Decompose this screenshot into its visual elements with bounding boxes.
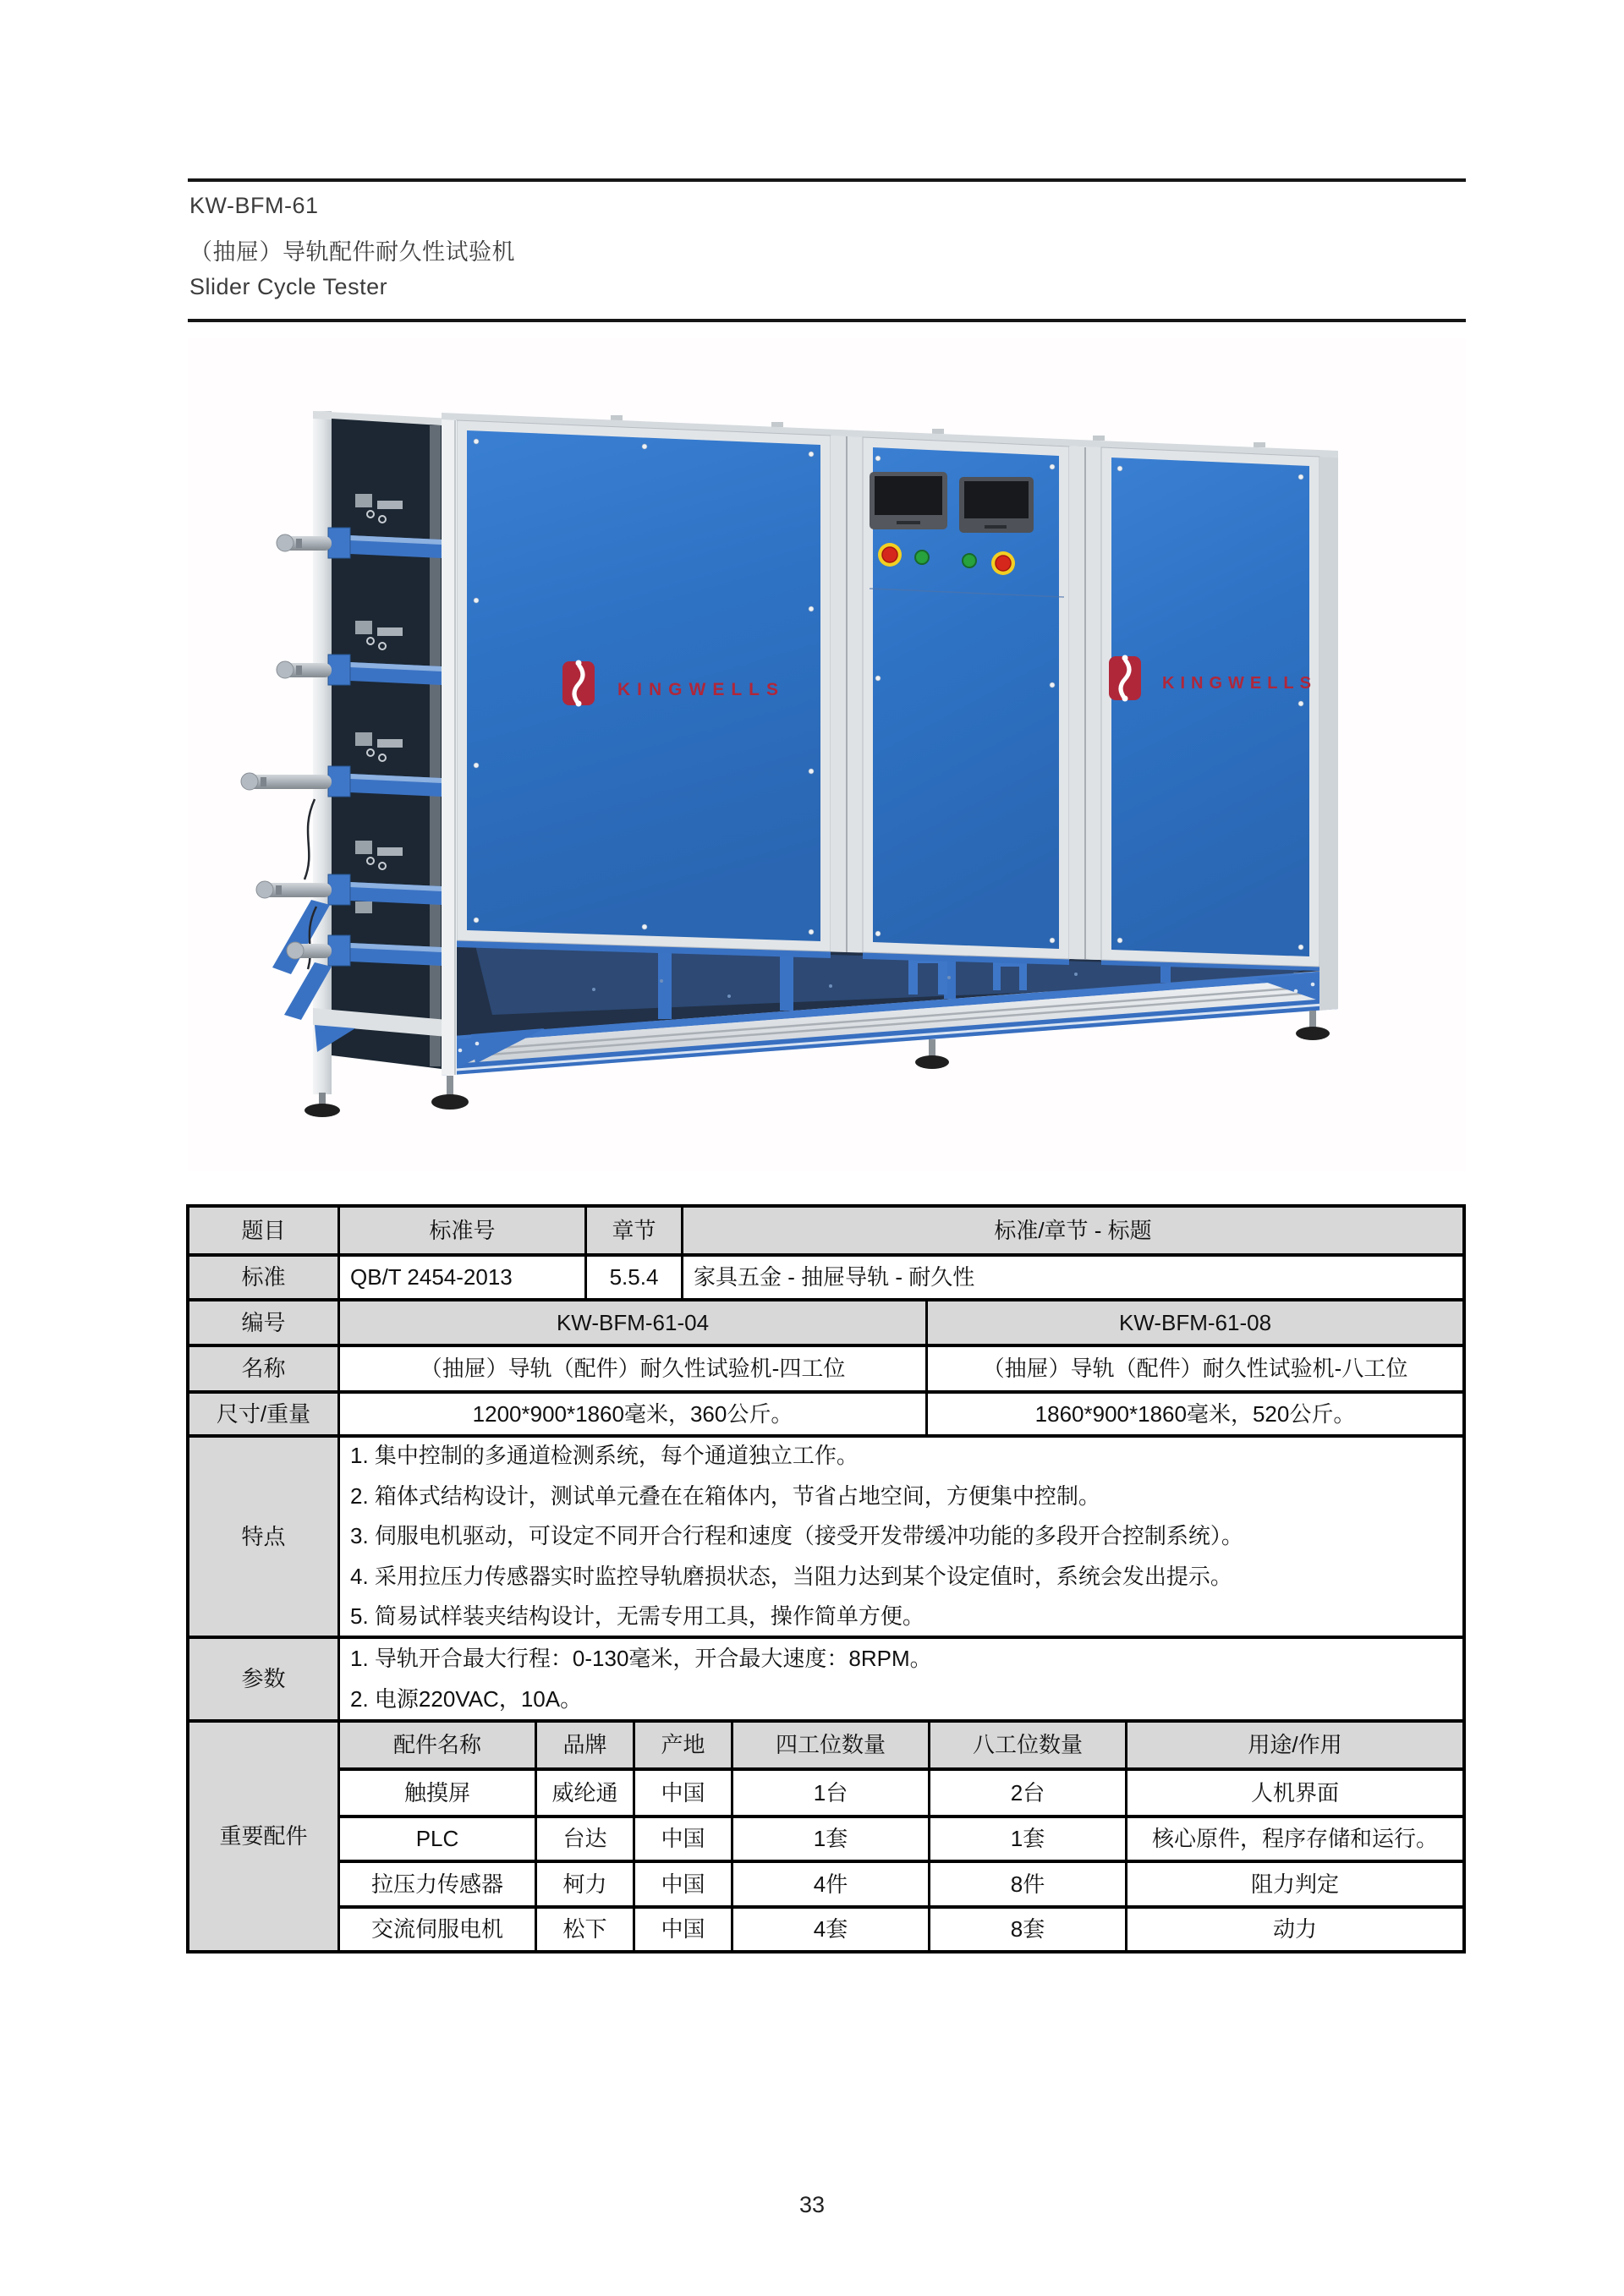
component-row [340,1905,1462,1950]
cell-label: 特点 [189,1438,337,1636]
param-line: 2. 电源220VAC，10A。 [350,1685,583,1712]
cell-qty-8: 2台 [928,1771,1125,1815]
cell-label: 编号 [189,1301,337,1344]
cell-brand: 台达 [535,1818,633,1860]
rear-leg [313,1054,332,1094]
cell-qty-4: 1套 [731,1818,928,1860]
machine-illustration [188,338,1466,1171]
row-name [189,1344,1462,1390]
cell-std-title: 家具五金 - 抽屉导轨 - 耐久性 [681,1257,1462,1298]
feature-line: 1. 集中控制的多通道检测系统，每个通道独立工作。 [350,1443,859,1469]
left-test-rack [241,411,457,1117]
cell-qty-8: 8件 [928,1863,1125,1905]
feature-line: 5. 简易试样装夹结构设计，无需专用工具，操作简单方便。 [350,1603,924,1630]
header-top-rule [188,178,1466,182]
cell-size-8: 1860*900*1860毫米，520公斤。 [925,1394,1462,1434]
header-bottom-rule [188,319,1466,322]
middle-door-panel [863,437,1069,959]
cell-chapter: 5.5.4 [584,1257,681,1298]
cell-qty-4: 1台 [731,1771,928,1815]
component-row [340,1860,1462,1905]
row-params [189,1636,1462,1719]
cell-label: 参数 [189,1639,337,1719]
page-number: 33 [798,2192,826,2217]
col-brand: 品牌 [535,1723,633,1767]
cell-purpose: 人机界面 [1125,1771,1462,1815]
brand-text: KINGWELLS [1162,674,1317,693]
cell-label: 名称 [189,1347,337,1390]
front-face [431,413,1338,1110]
green-button [915,551,929,564]
product-photo [188,338,1466,1171]
cell-std-no: QB/T 2454-2013 [337,1257,584,1298]
cell-qty-8: 8套 [928,1909,1125,1950]
left-door-panel [457,420,831,951]
feature-line: 3. 伺服电机驱动，可设定不同开合行程和速度（接受开发带缓冲功能的多段开合控制系统）。 [350,1523,1243,1549]
cell-origin: 中国 [633,1771,731,1815]
cell-label: 重要配件 [189,1723,337,1950]
cell-model-4: KW-BFM-61-04 [337,1301,925,1344]
feature-line: 2. 箱体式结构设计，测试单元叠在在箱体内，节省占地空间，方便集中控制。 [350,1482,1100,1509]
touch-screen [870,472,947,529]
feature-line: 4. 采用拉压力传感器实时监控导轨磨损状态，当阻力达到某个设定值时，系统会发出提示。 [350,1563,1232,1589]
rack-inner-slat [430,425,441,1066]
components-header-row [340,1723,1462,1767]
brand-text: KINGWELLS [617,680,785,699]
cell-qty-4: 4件 [731,1863,928,1905]
page-title-en: Slider Cycle Tester [189,274,388,299]
spec-table [186,1204,1466,1954]
right-door-panel [1101,447,1320,967]
component-row [340,1815,1462,1860]
cell-size-4: 1200*900*1860毫米，360公斤。 [337,1394,925,1434]
cell-chapter-header: 章节 [584,1208,681,1253]
cell-params [337,1639,1462,1719]
cell-name-8: （抽屉）导轨（配件）耐久性试验机-八工位 [925,1347,1462,1390]
emergency-stop-button [991,551,1015,575]
model-number: KW-BFM-61 [189,193,319,218]
cell-label: 尺寸/重量 [189,1394,337,1434]
cell-brand: 威纶通 [535,1771,633,1815]
cell-part-name: 拉压力传感器 [370,1871,503,1897]
front-right-post [1320,457,1338,1011]
cell-part-name: 触摸屏 [403,1779,470,1806]
row-model-no [189,1298,1462,1344]
row-features [189,1434,1462,1636]
cell-part-name: 交流伺服电机 [370,1916,503,1943]
cell-qty-8: 1套 [928,1818,1125,1860]
cell-std-no-header: 标准号 [337,1208,584,1253]
cell-brand: 松下 [535,1909,633,1950]
col-qty-4: 四工位数量 [731,1723,928,1767]
col-origin: 产地 [633,1723,731,1767]
cell-features [337,1438,1462,1636]
col-purpose: 用途/作用 [1125,1723,1462,1767]
component-row [340,1767,1462,1815]
leveling-foot [304,1104,340,1117]
cell-part-name: PLC [415,1826,459,1852]
row-size-weight [189,1390,1462,1434]
emergency-stop-button [878,543,902,567]
green-button [963,554,976,567]
row-components [189,1719,1462,1950]
cell-origin: 中国 [633,1818,731,1860]
cell-label: 题目 [189,1208,337,1253]
components-subtable [337,1723,1462,1950]
cell-origin: 中国 [633,1863,731,1905]
cell-label: 标准 [189,1257,337,1298]
col-qty-8: 八工位数量 [928,1723,1125,1767]
col-part-name: 配件名称 [340,1723,535,1767]
cell-qty-4: 4套 [731,1909,928,1950]
param-line: 1. 导轨开合最大行程：0-130毫米，开合最大速度：8RPM。 [350,1646,932,1671]
cell-title-header: 标准/章节 - 标题 [681,1208,1462,1253]
cell-purpose: 核心原件，程序存储和运行。 [1125,1818,1462,1860]
cell-purpose: 动力 [1125,1909,1462,1950]
cell-purpose: 阻力判定 [1125,1863,1462,1905]
page-title-cn: （抽屉）导轨配件耐久性试验机 [189,239,515,265]
touch-screen [959,477,1034,533]
table-header-row [189,1208,1462,1253]
cell-origin: 中国 [633,1909,731,1950]
cell-name-4: （抽屉）导轨（配件）耐久性试验机-四工位 [337,1347,925,1390]
cell-brand: 柯力 [535,1863,633,1905]
cell-model-8: KW-BFM-61-08 [925,1301,1462,1344]
row-standard [189,1253,1462,1298]
